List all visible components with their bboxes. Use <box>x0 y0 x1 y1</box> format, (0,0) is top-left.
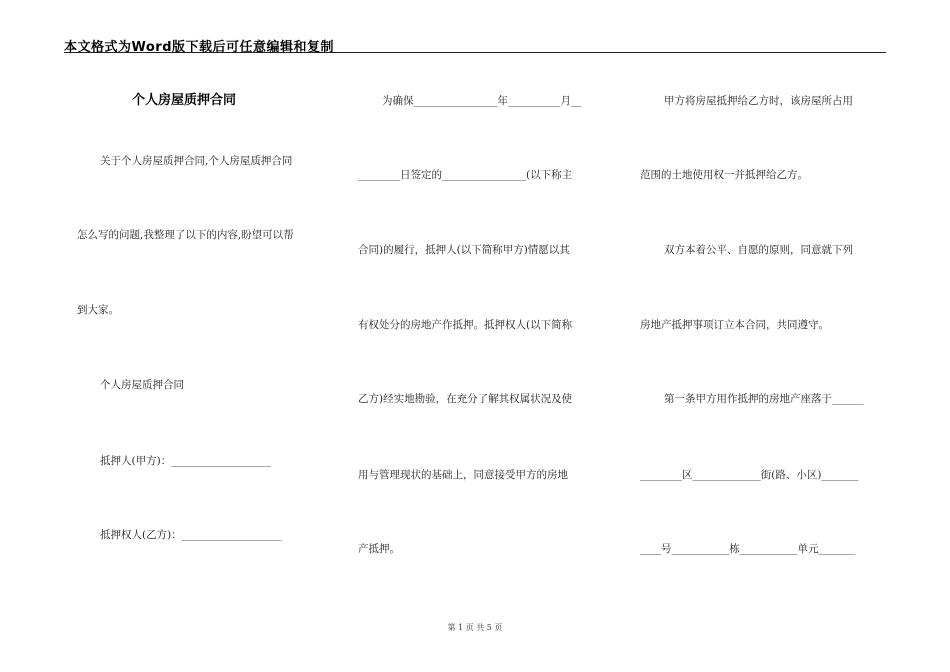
col2-line-2: ________日签定的________________(以下称主 <box>358 169 573 181</box>
col2-line-4: 有权处分的房地产作抵押。抵押权人(以下简称 <box>358 319 573 331</box>
col2-line-1: 为确保________________年__________月__ <box>382 95 582 107</box>
document-header <box>64 30 886 53</box>
col3-line-5: 第一条甲方用作抵押的房地产座落于______ <box>664 393 864 405</box>
col1-line-2: 怎么写的问题,我整理了以下的内容,盼望可以帮 <box>77 229 294 241</box>
document-title: 个人房屋质押合同 <box>132 93 237 108</box>
col1-line-4: 个人房屋质押合同 <box>100 379 184 391</box>
header-text: 本文格式为Word版下载后可任意编辑和复制 <box>64 40 335 55</box>
col2-line-3: 合同)的履行，抵押人(以下简称甲方)情愿以其 <box>358 244 570 256</box>
col1-line-6: 抵押权人(乙方)：___________________ <box>100 529 282 541</box>
col3-line-1: 甲方将房屋抵押给乙方时，该房屋所占用 <box>664 95 853 107</box>
col3-line-7: ____号___________栋___________单元_______ <box>640 543 856 555</box>
col1-line-5: 抵押人(甲方)：___________________ <box>100 455 271 467</box>
col1-line-1: 关于个人房屋质押合同,个人房屋质押合同 <box>100 155 293 167</box>
col3-line-2: 范围的土地使用权一并抵押给乙方。 <box>640 169 808 181</box>
col2-line-6: 用与管理现状的基础上，同意接受甲方的房地 <box>358 469 568 481</box>
col2-line-7: 产抵押。 <box>358 543 400 555</box>
col3-line-4: 房地产抵押事项订立本合同，共同遵守。 <box>640 319 829 331</box>
col3-line-6: ________区_____________街(路、小区)_______ <box>640 469 859 481</box>
col1-line-3: 到大家。 <box>77 304 119 316</box>
col2-line-5: 乙方)经实地勘验，在充分了解其权属状况及使 <box>358 393 573 405</box>
page-number: 第 1 页 共 5 页 <box>447 623 503 632</box>
col3-line-3: 双方本着公平、自愿的原则，同意就下列 <box>664 244 853 256</box>
